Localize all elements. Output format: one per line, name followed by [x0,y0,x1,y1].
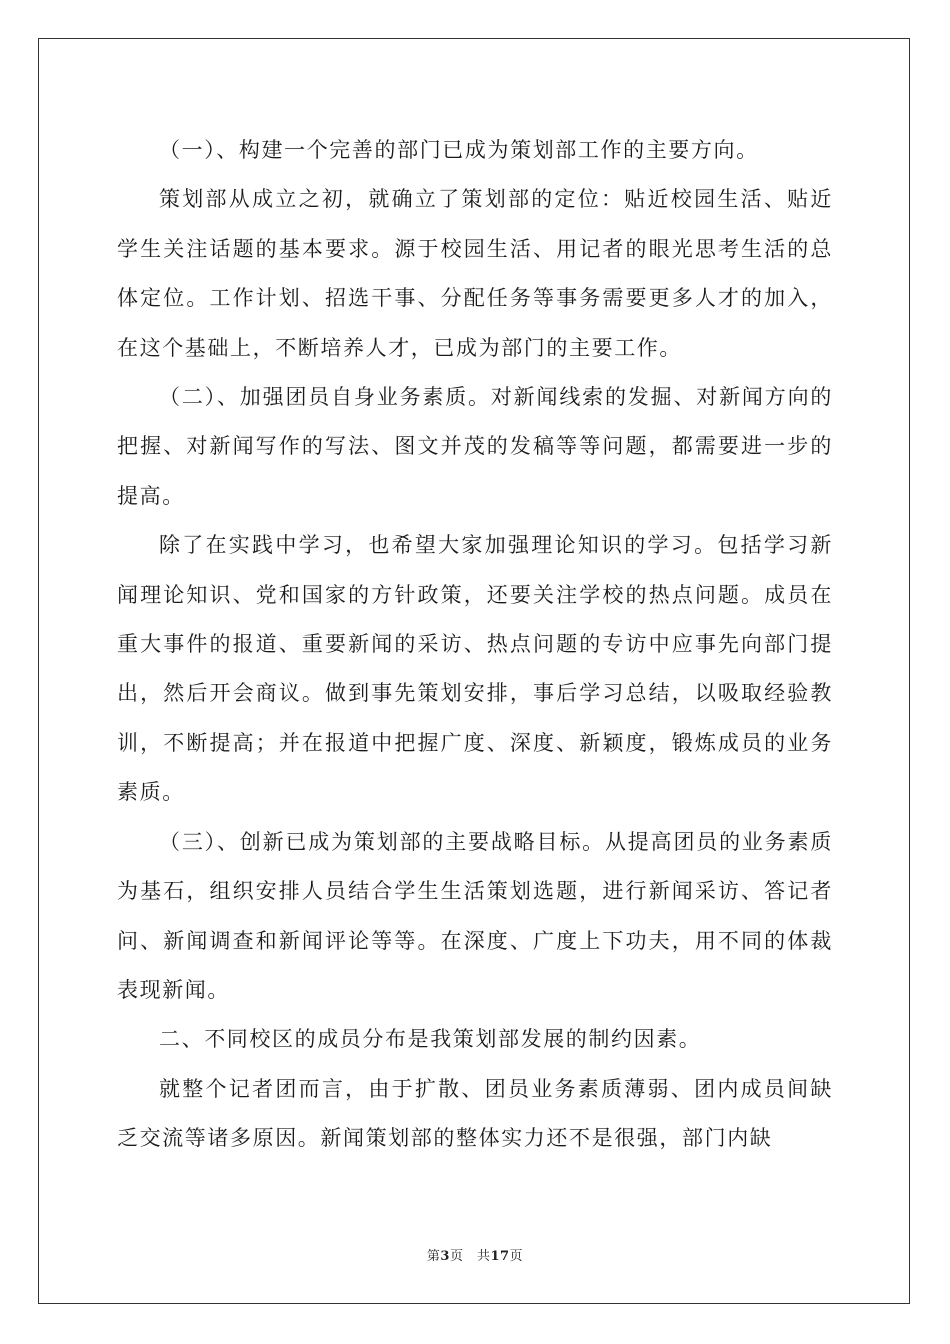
current-page-number: 3 [440,1249,450,1264]
footer-prefix: 第 [426,1249,441,1264]
paragraph-3: （二）、加强团员自身业务素质。对新闻线索的发掘、对新闻方向的把握、对新闻写作的写法、图文并茂的发稿等等问题，都需要进一步的提高。 [117,385,833,508]
paragraph-6: 二、不同校区的成员分布是我策划部发展的制约因素。 [159,1027,702,1052]
document-body [117,126,833,1164]
paragraph-1: （一）、构建一个完善的部门已成为策划部工作的主要方向。 [159,138,759,162]
total-page-count: 17 [490,1249,510,1264]
paragraph-7: 就整个记者团而言，由于扩散、团员业务素质薄弱、团内成员间缺乏交流等诸多原因。新闻策划部的整体实力还不是很强，部门内缺 [117,1076,833,1151]
paragraph-5: （三）、创新已成为策划部的主要战略目标。从提高团员的业务素质为基石，组织安排人员结合学生生活策划选题，进行新闻采访、答记者问、新闻调查和新闻评论等等。在深度、广度上下功夫，用不同的体裁表现新闻。 [117,829,833,1002]
footer-suffix: 页 [509,1249,524,1264]
paragraph-4: 除了在实践中学习，也希望大家加强理论知识的学习。包括学习新闻理论知识、党和国家的方针政策，还要关注学校的热点问题。成员在重大事件的报道、重要新闻的采访、热点问题的专访中应事先向部门提出，然后开会商议。做到事先策划安排，事后学习总结，以吸取经验教训，不断提高；并在报道中把握广度、深度、新颖度，锻炼成员的业务素质。 [117,533,833,805]
paragraph-2: 策划部从成立之初，就确立了策划部的定位：贴近校园生活、贴近学生关注话题的基本要求。源于校园生活、用记者的眼光思考生活的总体定位。工作计划、招选干事、分配任务等事务需要更多人才的加入，在这个基础上，不断培养人才，已成为部门的主要工作。 [117,187,833,360]
footer-middle: 页 共 [449,1249,491,1264]
page-number-footer [0,1245,950,1264]
